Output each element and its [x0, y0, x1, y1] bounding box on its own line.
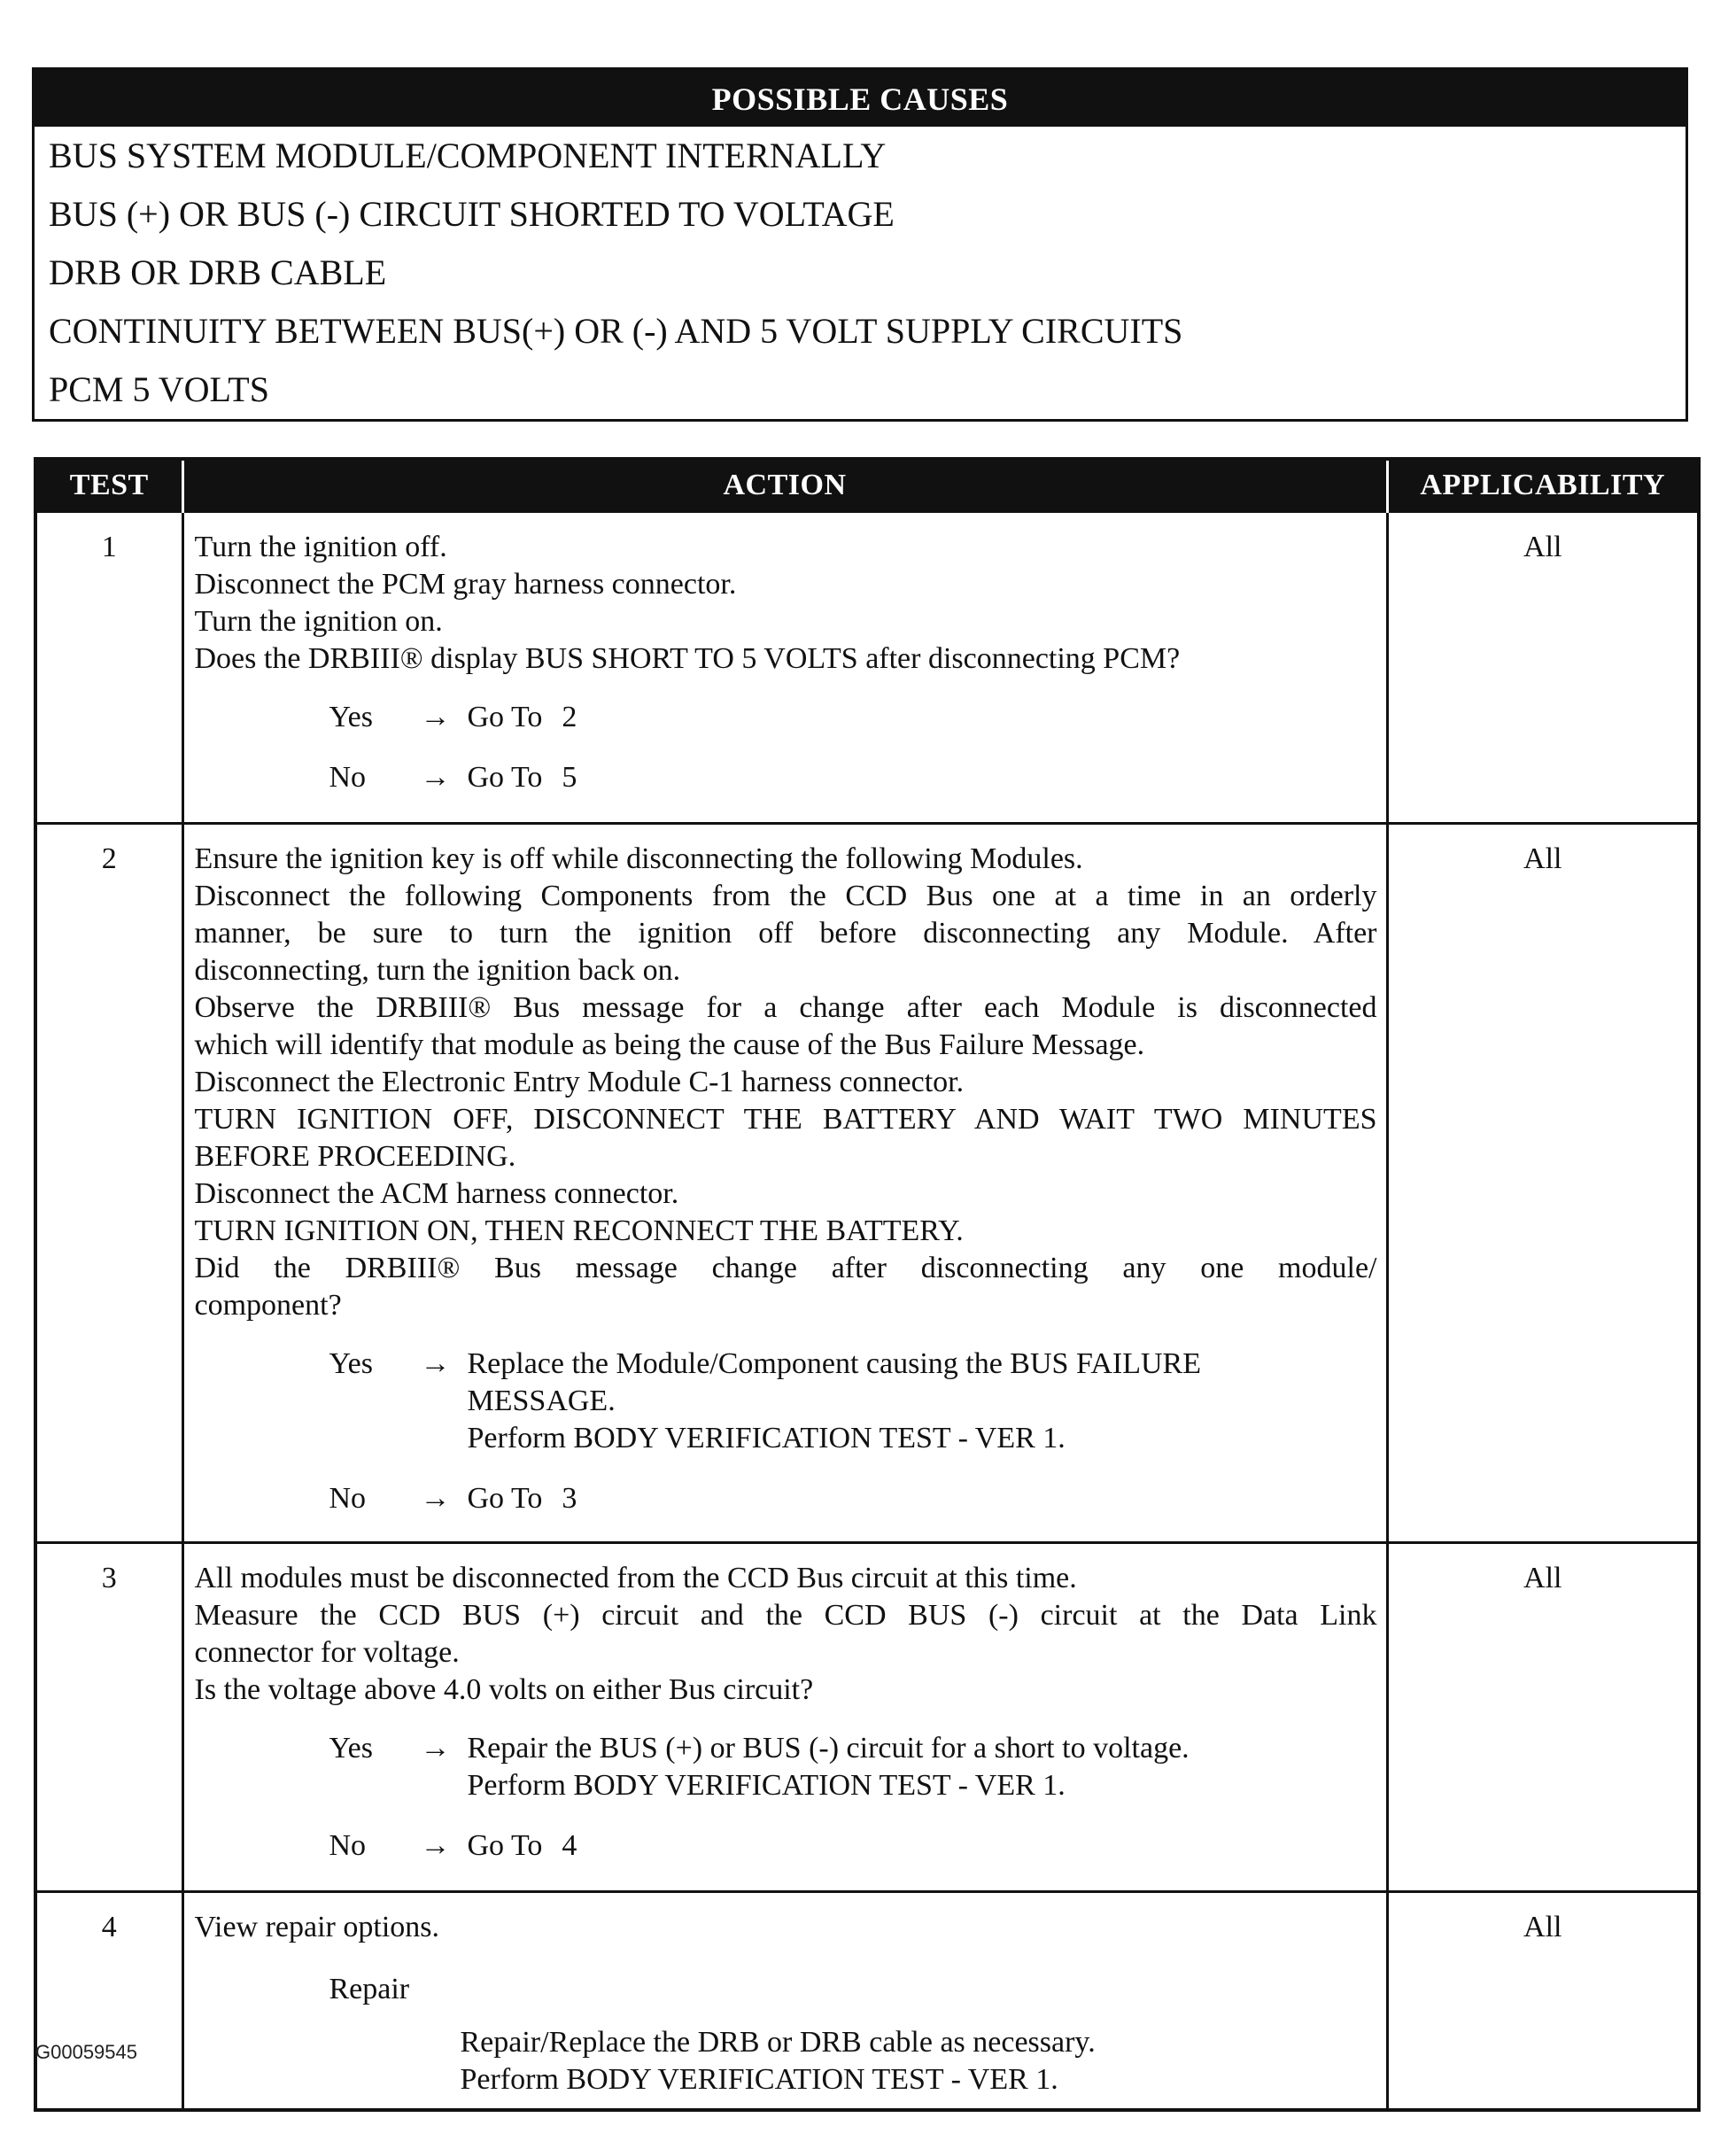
goto-number: 4 [562, 1829, 577, 1862]
action-line: manner, be sure to turn the ignition off before disconnecting any Module. After [194, 917, 1377, 950]
action-line: Does the DRBIII® display BUS SHORT TO 5 VOLTS after disconnecting PCM? [194, 642, 1181, 675]
yes-answer [195, 699, 1377, 736]
cause-item: CONTINUITY BETWEEN BUS(+) OR (-) AND 5 VOLT SUPPLY CIRCUITS [49, 311, 1183, 351]
test-number: 2 [35, 824, 182, 1543]
no-label: No [329, 761, 367, 794]
action-line: TURN IGNITION OFF, DISCONNECT THE BATTERY AND WAIT TWO MINUTES [194, 1103, 1377, 1136]
answer-line: Perform BODY VERIFICATION TEST - VER 1. [467, 1769, 1066, 1802]
action-line: Turn the ignition on. [194, 605, 443, 638]
applicability-cell: All [1387, 1543, 1699, 1892]
cause-item: BUS SYSTEM MODULE/COMPONENT INTERNALLY [49, 136, 887, 175]
possible-causes-box [32, 67, 1688, 422]
table-row [35, 1892, 1699, 2111]
yes-answer [195, 1730, 1377, 1804]
goto-number: 5 [562, 761, 577, 794]
repair-steps [461, 2024, 1377, 2098]
action-cell [182, 1543, 1387, 1892]
yes-label: Yes [329, 701, 373, 733]
action-line: Is the voltage above 4.0 volts on either Bus circuit? [194, 1673, 814, 1706]
action-cell [182, 824, 1387, 1543]
action-line: BEFORE PROCEEDING. [194, 1140, 516, 1173]
action-line: Measure the CCD BUS (+) circuit and the CCD BUS (-) circuit at the Data Link [194, 1599, 1377, 1632]
yes-label: Yes [329, 1732, 373, 1765]
cause-item: DRB OR DRB CABLE [49, 252, 387, 292]
goto-text: Go To [467, 761, 543, 794]
repair-line: Perform BODY VERIFICATION TEST - VER 1. [460, 2063, 1058, 2096]
arrow-icon: → [420, 1732, 451, 1765]
header-test: TEST [35, 459, 182, 512]
yes-label: Yes [329, 1347, 373, 1380]
goto-text: Go To [467, 701, 543, 733]
repair-label: Repair [329, 1973, 410, 2005]
no-answer [195, 1480, 1377, 1517]
goto-text: Go To [467, 1829, 543, 1862]
answer-line: Repair the BUS (+) or BUS (-) circuit for a short to voltage. [467, 1732, 1190, 1765]
arrow-icon: → [420, 1482, 451, 1515]
applicability-cell: All [1387, 512, 1699, 824]
action-line: which will identify that module as being the cause of the Bus Failure Message. [194, 1028, 1145, 1061]
action-line: component? [194, 1289, 342, 1322]
action-line: Disconnect the PCM gray harness connector. [194, 568, 737, 601]
goto-text: Go To [467, 1482, 543, 1515]
no-label: No [329, 1829, 367, 1862]
no-label: No [329, 1482, 367, 1515]
table-header-row [35, 459, 1699, 512]
action-line: Disconnect the Electronic Entry Module C-1 harness connector. [194, 1066, 965, 1098]
test-table [34, 457, 1701, 2112]
goto-number: 3 [562, 1482, 577, 1515]
action-cell [182, 512, 1387, 824]
table-row [35, 1543, 1699, 1892]
action-line: Disconnect the following Components from the CCD Bus one at a time in an orderly [194, 880, 1377, 912]
action-line: View repair options. [194, 1911, 439, 1943]
arrow-icon: → [420, 1347, 451, 1380]
test-number: 1 [35, 512, 182, 824]
action-line: connector for voltage. [194, 1636, 460, 1669]
action-line: Ensure the ignition key is off while disconnecting the following Modules. [194, 842, 1083, 875]
action-line: TURN IGNITION ON, THEN RECONNECT THE BATTERY. [194, 1214, 964, 1247]
answer-line: Perform BODY VERIFICATION TEST - VER 1. [467, 1422, 1066, 1454]
goto-number: 2 [562, 701, 577, 733]
action-line: Observe the DRBIII® Bus message for a change after each Module is disconnected [194, 991, 1377, 1024]
action-line: Turn the ignition off. [194, 531, 447, 563]
table-row [35, 512, 1699, 824]
table-row [35, 824, 1699, 1543]
repair-line: Repair/Replace the DRB or DRB cable as necessary. [460, 2026, 1096, 2059]
action-line: Did the DRBIII® Bus message change after disconnecting any one module/ [194, 1252, 1377, 1284]
action-cell [182, 1892, 1387, 2111]
action-line: All modules must be disconnected from the CCD Bus circuit at this time. [194, 1562, 1077, 1594]
action-line: Disconnect the ACM harness connector. [194, 1177, 679, 1210]
applicability-cell: All [1387, 824, 1699, 1543]
figure-id: G00059545 [35, 2041, 137, 2063]
arrow-icon: → [420, 1829, 451, 1862]
answer-line: Replace the Module/Component causing the BUS FAILURE [467, 1347, 1201, 1380]
test-number: 4 [35, 1892, 182, 2111]
action-line: disconnecting, turn the ignition back on. [194, 954, 681, 987]
header-action: ACTION [182, 459, 1387, 512]
repair-options [329, 1971, 1377, 2098]
test-number: 3 [35, 1543, 182, 1892]
arrow-icon: → [420, 761, 451, 794]
header-applicability: APPLICABILITY [1387, 459, 1699, 512]
cause-item: PCM 5 VOLTS [49, 369, 269, 409]
possible-causes-header: POSSIBLE CAUSES [35, 70, 1686, 127]
cause-item: BUS (+) OR BUS (-) CIRCUIT SHORTED TO VOLTAGE [49, 194, 895, 234]
answer-line: MESSAGE. [467, 1385, 616, 1417]
applicability-cell: All [1387, 1892, 1699, 2111]
yes-answer [195, 1346, 1377, 1457]
arrow-icon: → [420, 701, 451, 733]
no-answer [195, 759, 1377, 796]
no-answer [195, 1827, 1377, 1865]
